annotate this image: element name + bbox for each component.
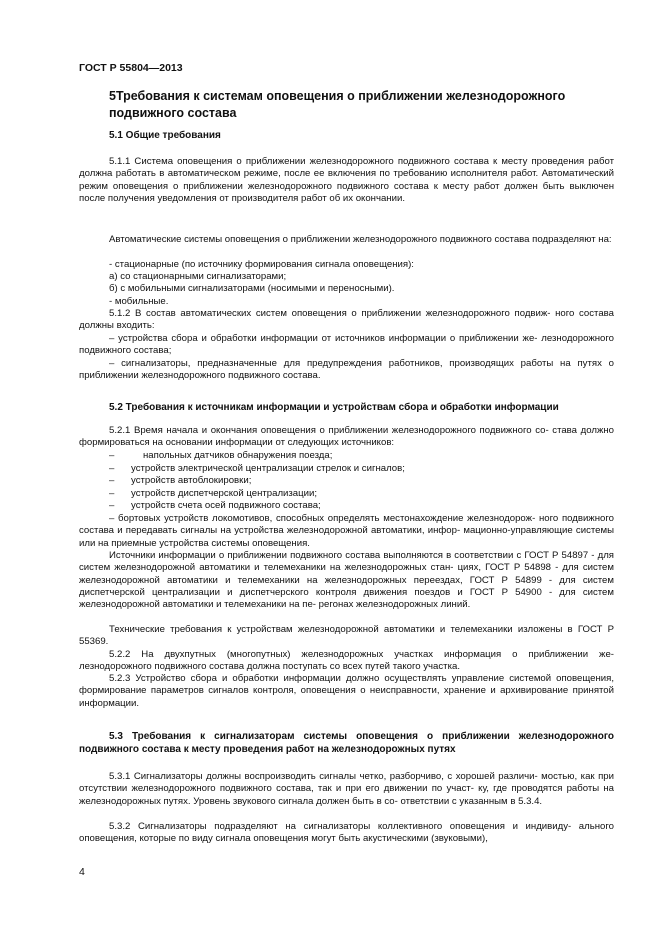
paragraph-5-2-1: 5.2.1 Время начала и окончания оповещения о приближении железнодорожного подвижного со- става должно формироваться на основании информации от следующих источников: [79, 425, 614, 449]
paragraph-5-1-2-item-2: – сигнализаторы, предназначенные для предупреждения работников, производящих работы на путях о приближении железнодорожного подвижного состава. [79, 358, 614, 382]
paragraph-5-1-2: 5.1.2 В состав автоматических систем оповещения о приближении железнодорожного подвиж- ного состава должны входить: [79, 308, 614, 332]
list-item: - мобильные. [109, 296, 169, 307]
page-number: 4 [79, 866, 85, 878]
list-item: – устройств электрической централизации стрелок и сигналов; [109, 463, 405, 474]
document-header: ГОСТ Р 55804—2013 [79, 62, 183, 74]
paragraph-sources: Источники информации о приближении подвижного состава выполняются в соответствии с ГОСТ Р 54897 - для систем железнодорожной автоматики и телемеханики на железнодорожных стан- циях, ГОСТ Р 54898 - для систем железнодорожной автоматики и телемеханики на железнодорожных переездах, ГОСТ Р 54899 - для систем диспетчерской централизации и диспетчерского контроля движения поездов и ГОСТ Р 54900 - для систем железнодорожной автоматики и телемеханики на пе- регонах железнодорожных линий. [79, 550, 614, 611]
dash-marker: – [109, 500, 115, 511]
paragraph-5-2-1-last: – бортовых устройств локомотивов, способных определять местонахождение железнодорож- ного подвижного состава и передавать сигналы на устройства железнодорожной автоматики, инфор- мационно-управляющие системы или на приемные устройства системы оповещения. [79, 513, 614, 549]
paragraph-auto-systems: Автоматические системы оповещения о приближении железнодорожного подвижного состава подразделяют на: [109, 234, 612, 245]
section-title: 5Требования к системам оповещения о приближении железнодорожного подвижного состава [109, 89, 566, 120]
dash-marker: – [109, 463, 115, 474]
paragraph-5-3-2: 5.3.2 Сигнализаторы подразделяют на сигнализаторы коллективного оповещения и индивиду- ального оповещения, которые по виду сигнала оповещения могут быть акустическими (звуковыми), [79, 821, 614, 845]
list-item: б) с мобильными сигнализаторами (носимыми и переносными). [109, 283, 395, 294]
dash-marker: – [109, 450, 115, 461]
list-item: – устройств счета осей подвижного состава; [109, 500, 321, 511]
list-item: а) со стационарными сигнализаторами; [109, 271, 287, 282]
paragraph-tech-requirements: Технические требования к устройствам железнодорожной автоматики и телемеханики изложены в ГОСТ Р 55369. [79, 624, 614, 648]
dash-marker: – [109, 488, 115, 499]
paragraph-5-1-2-item-1: – устройства сбора и обработки информации от источников информации о приближении же- лезнодорожного подвижного состава; [79, 333, 614, 357]
paragraph-5-1-1: 5.1.1 Система оповещения о приближении железнодорожного подвижного состава к месту проведения работ должна работать в автоматическом режиме, после ее включения по требованию исполнителя работ. Автоматический режим оповещения о приближении железнодорожного подвижного состава к месту работ должен быть выключен после получения уведомления от производителя работ об их окончании. [79, 156, 614, 204]
subsection-title-5-1: 5.1 Общие требования [109, 130, 221, 141]
list-item: – устройств диспетчерской централизации; [109, 488, 318, 499]
dash-marker: – [109, 475, 115, 486]
list-item: - стационарные (по источнику формирования сигнала оповещения): [109, 259, 414, 270]
paragraph-5-2-2: 5.2.2 На двухпутных (многопутных) железнодорожных участках информация о приближении же- лезнодорожного подвижного состава должна поступать со всех путей такого участка. [79, 649, 614, 673]
list-item: – устройств автоблокировки; [109, 475, 252, 486]
list-item: – напольных датчиков обнаружения поезда; [109, 450, 333, 461]
paragraph-5-2-3: 5.2.3 Устройство сбора и обработки информации должно осуществлять управление системой оповещения, формирование параметров сигналов контроля, оповещения о неисправности, хранение и архивирование принятой информации. [79, 673, 614, 709]
paragraph-5-3-1: 5.3.1 Сигнализаторы должны воспроизводить сигналы четко, разборчиво, с хорошей различи- мостью, как при отсутствии железнодорожного подвижного состава, так и при его движении по участ- ку, где проводятся работы на железнодорожных путях. Уровень звукового сигнала должен быть в со- ответствии с указанным в 5.3.4. [79, 771, 614, 807]
subsection-title-5-2: 5.2 Требования к источникам информации и устройствам сбора и обработки информации [109, 402, 559, 413]
subsection-title-5-3: 5.3 Требования к сигнализаторам системы оповещения о приближении железнодорожного подвижного состава к месту проведения работ на железнодорожных путях [79, 731, 614, 755]
